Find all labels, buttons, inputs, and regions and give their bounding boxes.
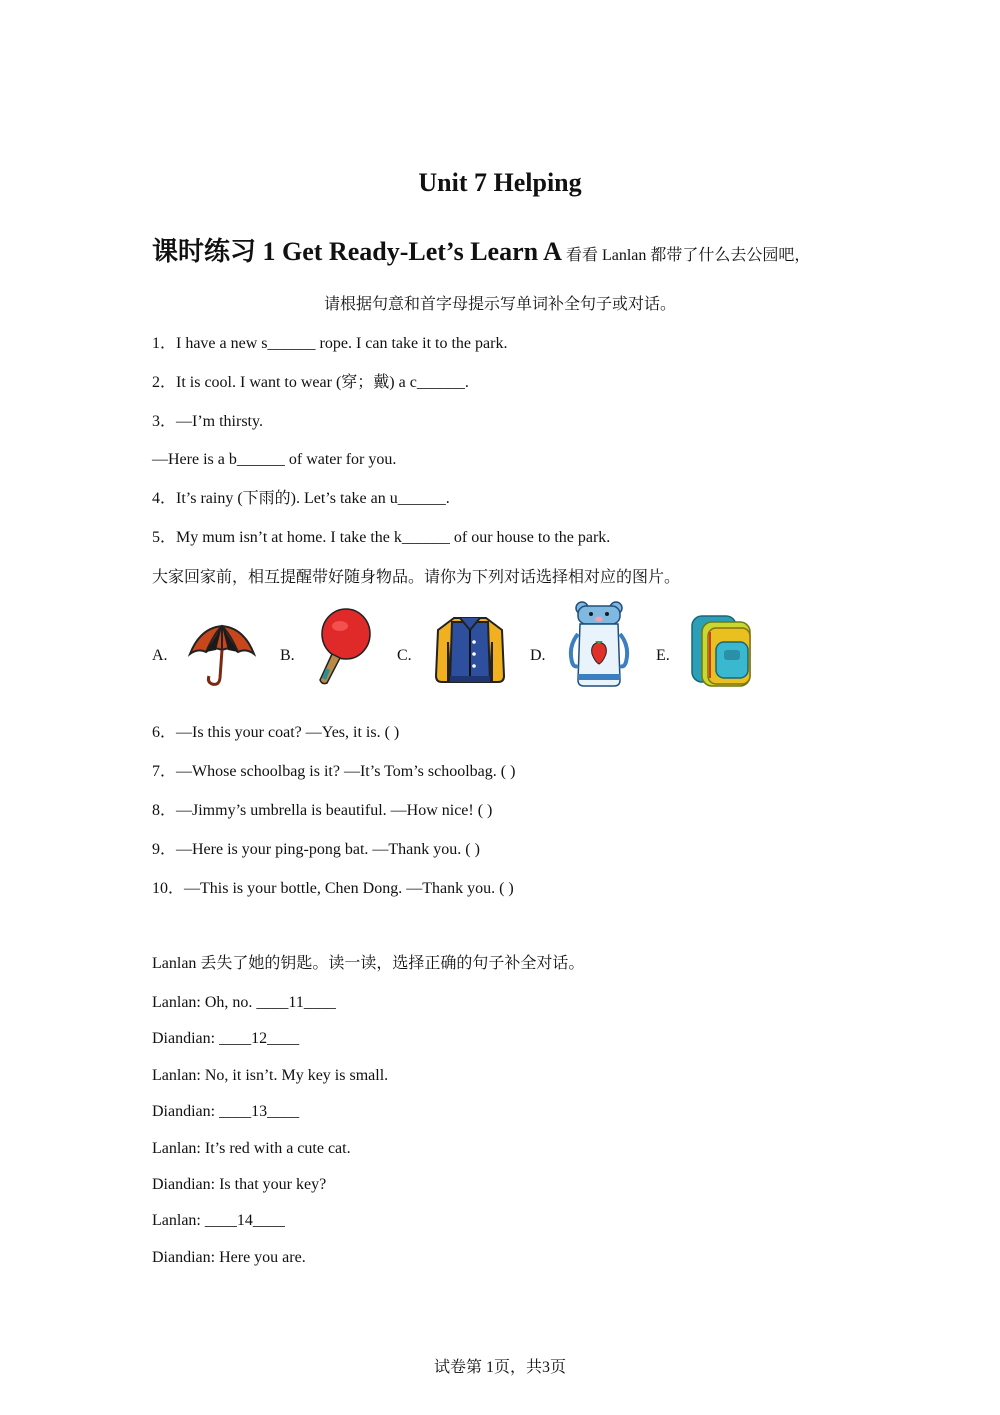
page-footer: 试卷第 1页，共3页 [433, 1359, 566, 1376]
question-9: 9．—Here is your ping-pong bat. —Thank you. ( ) [152, 841, 480, 858]
question-10: 10．—This is your bottle, Chen Dong. —Thank you. ( ) [152, 880, 514, 897]
dialogue-line: Diandian: ____13____ [152, 1103, 300, 1120]
question-3: 3．—I’m thirsty. [152, 413, 263, 430]
option-c-label: C. [397, 647, 412, 664]
option-a-label: A. [152, 647, 168, 664]
ping-pong-bat-icon [312, 606, 374, 688]
dialogue-line: Diandian: ____12____ [152, 1030, 300, 1047]
lesson-title: 课时练习 1 Get Ready-Let’s Learn A [152, 237, 562, 266]
dialogue-line: Lanlan: ____14____ [152, 1212, 285, 1229]
schoolbag-icon [688, 612, 756, 690]
option-b-label: B. [280, 647, 295, 664]
lesson-heading [152, 234, 872, 274]
part3-instruction: Lanlan 丢失了她的钥匙。读一读，选择正确的句子补全对话。 [152, 955, 585, 972]
option-e-label: E. [656, 647, 670, 664]
umbrella-icon [186, 620, 258, 690]
dialogue-line: Lanlan: Oh, no. ____11____ [152, 994, 336, 1011]
question-5: 5．My mum isn’t at home. I take the k______ of our house to the park. [152, 529, 611, 546]
question-8: 8．—Jimmy’s umbrella is beautiful. —How nice! ( ) [152, 802, 493, 819]
dialogue-line: Diandian: Here you are. [152, 1249, 306, 1266]
question-1: 1．I have a new s______ rope. I can take it to the park. [152, 335, 508, 352]
question-7: 7．—Whose schoolbag is it? —It’s Tom’s schoolbag. ( ) [152, 763, 516, 780]
dialogue-line: Lanlan: It’s red with a cute cat. [152, 1140, 351, 1157]
bottle-icon [566, 600, 632, 688]
coat-icon [432, 612, 508, 688]
page-title: Unit 7 Helping [418, 168, 582, 197]
question-3-reply: —Here is a b______ of water for you. [152, 451, 397, 468]
dialogue-line: Diandian: Is that your key? [152, 1176, 327, 1193]
option-d-label: D. [530, 647, 546, 664]
dialogue-line: Lanlan: No, it isn’t. My key is small. [152, 1067, 389, 1084]
question-4: 4．It’s rainy (下雨的). Let’s take an u______. [152, 490, 450, 507]
question-6: 6．—Is this your coat? —Yes, it is. ( ) [152, 724, 400, 741]
part1-instruction-cont: 请根据句意和首字母提示写单词补全句子或对话。 [323, 296, 676, 313]
part1-instruction: 看看 Lanlan 都带了什么去公园吧， [565, 247, 811, 264]
part2-instruction: 大家回家前，相互提醒带好随身物品。请你为下列对话选择相对应的图片。 [152, 569, 681, 586]
question-2: 2．It is cool. I want to wear (穿；戴) a c______. [152, 374, 469, 391]
